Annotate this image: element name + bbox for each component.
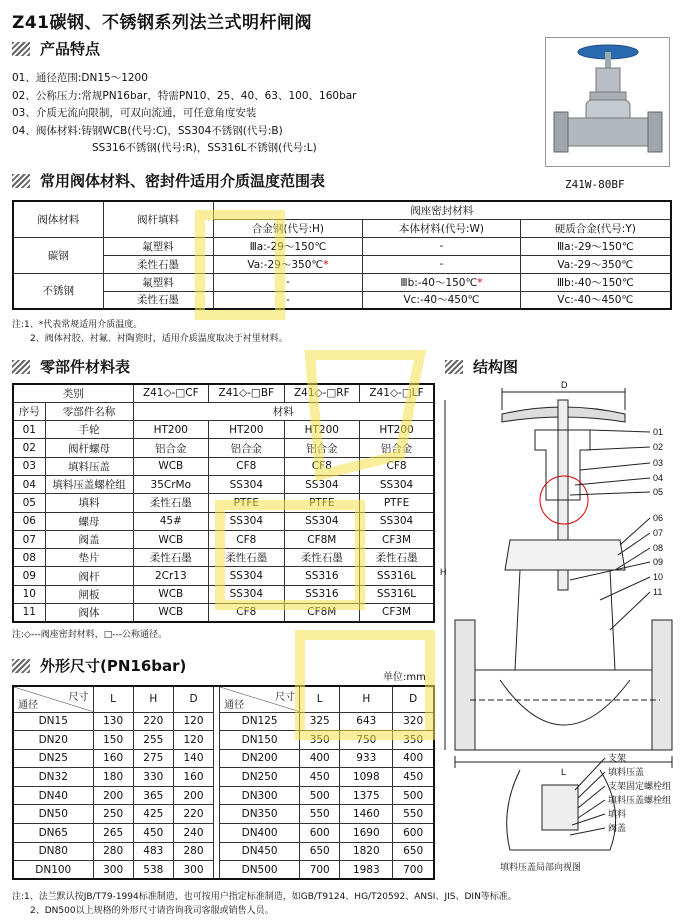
temp-cell: - xyxy=(213,273,363,291)
feature-item: 01、通径范围:DN15～1200 xyxy=(12,72,148,84)
range-notes xyxy=(12,318,288,346)
table-cell: 1375 xyxy=(340,786,393,805)
table-cell: DN15 xyxy=(13,712,93,731)
table-cell: 130 xyxy=(93,712,133,731)
table-cell: 600 xyxy=(393,824,434,843)
table-cell: 538 xyxy=(133,861,173,880)
table-cell: CF3M xyxy=(360,604,434,622)
callout: 11 xyxy=(653,587,663,597)
temp-cell: Ⅲa:-29～150℃ xyxy=(213,237,363,255)
table-row xyxy=(13,512,434,530)
temp-cell: - xyxy=(363,255,520,273)
dims-notes xyxy=(12,890,517,918)
parts-material-table xyxy=(12,383,435,623)
table-cell: 550 xyxy=(393,805,434,824)
table-cell: 650 xyxy=(393,842,434,861)
table-cell: PTFE xyxy=(209,494,284,512)
temp-cell xyxy=(363,273,520,291)
table-cell: 35CrMo xyxy=(133,475,209,493)
table-cell: 铝合金 xyxy=(133,439,209,457)
table-cell: 阀盖 xyxy=(45,530,133,548)
table-cell: 150 xyxy=(93,731,133,750)
table-cell: 填料压盖 xyxy=(45,457,133,475)
callout: 02 xyxy=(653,442,664,452)
table-cell: CF8M xyxy=(284,530,360,548)
table-cell: 10 xyxy=(13,585,45,603)
gate-valve-photo-icon xyxy=(546,38,669,166)
star-mark: * xyxy=(477,276,483,289)
table-cell: 柔性石墨 xyxy=(209,549,284,567)
table-cell: SS316L xyxy=(360,567,434,585)
header-size: 尺寸 xyxy=(68,692,89,703)
table-cell: 04 xyxy=(13,475,45,493)
table-cell: 140 xyxy=(173,749,213,768)
section-dims-heading xyxy=(12,655,186,676)
header-col: L xyxy=(93,686,133,712)
packing-cell: 氟塑料 xyxy=(103,237,213,255)
table-cell: CF8 xyxy=(209,604,284,622)
callout: 01 xyxy=(653,427,664,437)
temp-cell: Va:-29～350℃ xyxy=(520,255,671,273)
detail-label: 支架固定螺栓组 xyxy=(608,781,672,791)
table-row xyxy=(13,731,434,750)
header-diagonal-cell xyxy=(220,686,300,712)
table-cell: 160 xyxy=(173,768,213,787)
dimensions-table xyxy=(12,685,435,880)
table-cell: WCB xyxy=(133,604,209,622)
table-cell: 350 xyxy=(300,731,340,750)
table-cell: DN50 xyxy=(13,805,93,824)
callout: 09 xyxy=(653,557,664,567)
table-cell: DN200 xyxy=(220,749,300,768)
header-model: Z41◇-□LF xyxy=(360,384,434,402)
table-cell: 400 xyxy=(393,749,434,768)
table-cell: 275 xyxy=(133,749,173,768)
table-cell: 265 xyxy=(93,824,133,843)
table-cell: 325 xyxy=(300,712,340,731)
table-cell: DN80 xyxy=(13,842,93,861)
valve-structure-drawing xyxy=(440,370,680,890)
temp-cell: - xyxy=(213,291,363,309)
table-row xyxy=(13,494,434,512)
table-cell: 483 xyxy=(133,842,173,861)
table-cell: 220 xyxy=(133,712,173,731)
table-cell: DN32 xyxy=(13,768,93,787)
table-row xyxy=(13,824,434,843)
detail-label: 阀盖 xyxy=(608,823,627,833)
table-cell: DN125 xyxy=(220,712,300,731)
temp-value: Ⅲb:-40～150℃ xyxy=(400,276,478,289)
table-cell: 320 xyxy=(393,712,434,731)
table-cell: 铝合金 xyxy=(284,439,360,457)
table-cell: 阀体 xyxy=(45,604,133,622)
table-row xyxy=(13,786,434,805)
table-cell: HT200 xyxy=(209,421,284,439)
table-cell: 240 xyxy=(173,824,213,843)
table-cell: 2Cr13 xyxy=(133,567,209,585)
section-features-label: 产品特点 xyxy=(40,40,101,58)
table-row xyxy=(13,475,434,493)
header-dn: 通径 xyxy=(18,699,38,711)
table-cell: SS304 xyxy=(209,567,284,585)
table-cell: 600 xyxy=(300,824,340,843)
header-material: 材料 xyxy=(133,402,434,420)
feature-item: SS316不锈钢(代号:R)，SS316L不锈钢(代号:L) xyxy=(92,142,317,154)
callout: 05 xyxy=(653,487,664,497)
table-cell: 280 xyxy=(173,842,213,861)
header-seat-material: 阀座密封材料 xyxy=(213,201,671,219)
table-cell: CF8 xyxy=(209,530,284,548)
detail-label: 填料 xyxy=(608,809,627,819)
table-cell: 阀杆螺母 xyxy=(45,439,133,457)
header-col: D xyxy=(393,686,434,712)
temp-cell xyxy=(213,255,363,273)
table-cell: SS304 xyxy=(360,512,434,530)
section-marker-icon xyxy=(12,42,30,56)
packing-cell: 柔性石墨 xyxy=(103,255,213,273)
header-col: 合金钢(代号:H) xyxy=(213,219,363,237)
callout: 07 xyxy=(653,528,664,538)
table-cell: CF8 xyxy=(209,457,284,475)
table-cell: 700 xyxy=(300,861,340,880)
callout: 08 xyxy=(653,543,664,553)
table-cell: HT200 xyxy=(284,421,360,439)
feature-item: 02、公称压力:常规PN16bar，特需PN10、25、40、63、100、160bar xyxy=(12,89,357,102)
callout: 06 xyxy=(653,513,664,523)
table-cell: 铝合金 xyxy=(360,439,434,457)
table-row xyxy=(13,861,434,880)
table-row xyxy=(13,805,434,824)
table-cell: 06 xyxy=(13,512,45,530)
header-model: Z41◇-□RF xyxy=(284,384,360,402)
body-material-cell: 不锈钢 xyxy=(13,273,103,309)
section-marker-icon xyxy=(12,360,30,374)
table-cell: 填料压盖螺栓组 xyxy=(45,475,133,493)
table-cell: WCB xyxy=(133,457,209,475)
table-cell: 280 xyxy=(93,842,133,861)
table-cell: 02 xyxy=(13,439,45,457)
table-cell: CF8M xyxy=(284,604,360,622)
section-structure-label: 结构图 xyxy=(473,358,519,376)
table-cell: CF8 xyxy=(284,457,360,475)
table-cell: PTFE xyxy=(284,494,360,512)
table-cell: 933 xyxy=(340,749,393,768)
section-dims-label: 外形尺寸(PN16bar) xyxy=(40,657,187,675)
table-cell: DN150 xyxy=(220,731,300,750)
table-cell: DN500 xyxy=(220,861,300,880)
detail-label: 填料压盖 xyxy=(608,767,645,777)
temp-cell: Ⅲb:-40～150℃ xyxy=(520,273,671,291)
table-row xyxy=(13,421,434,439)
photo-caption: Z41W-80BF xyxy=(565,178,625,191)
table-cell: 08 xyxy=(13,549,45,567)
table-cell: 300 xyxy=(93,861,133,880)
table-cell: HT200 xyxy=(360,421,434,439)
table-cell: 11 xyxy=(13,604,45,622)
table-cell: 1820 xyxy=(340,842,393,861)
feature-item: 03、介质无流向限制，可双向流通，可任意角度安装 xyxy=(12,107,257,119)
table-cell: WCB xyxy=(133,585,209,603)
header-stem-packing: 阀杆填料 xyxy=(103,201,213,237)
table-cell: 1690 xyxy=(340,824,393,843)
product-photo xyxy=(545,37,670,167)
section-marker-icon xyxy=(12,174,30,188)
header-body-material: 阀体材料 xyxy=(13,201,103,237)
table-row xyxy=(13,842,434,861)
table-cell: DN40 xyxy=(13,786,93,805)
features-list xyxy=(12,70,357,158)
table-row xyxy=(13,439,434,457)
table-cell: 643 xyxy=(340,712,393,731)
table-cell: 垫片 xyxy=(45,549,133,567)
table-cell: 闸板 xyxy=(45,585,133,603)
table-cell: DN20 xyxy=(13,731,93,750)
table-cell: SS304 xyxy=(209,512,284,530)
header-col: 硬质合金(代号:Y) xyxy=(520,219,671,237)
table-cell: DN400 xyxy=(220,824,300,843)
table-cell: 填料 xyxy=(45,494,133,512)
detail-caption: 填料压盖局部向视图 xyxy=(500,862,582,872)
section-features-heading xyxy=(12,38,100,59)
table-cell: 425 xyxy=(133,805,173,824)
table-row xyxy=(13,768,434,787)
star-mark: * xyxy=(323,258,329,271)
table-cell: 200 xyxy=(173,786,213,805)
detail-label: 支架 xyxy=(608,753,627,763)
section-marker-icon xyxy=(12,659,30,673)
table-row xyxy=(13,530,434,548)
table-cell: WCB xyxy=(133,530,209,548)
table-cell: SS304 xyxy=(360,475,434,493)
temp-value: Va:-29～350℃ xyxy=(247,258,324,271)
table-row xyxy=(13,549,434,567)
table-cell: PTFE xyxy=(360,494,434,512)
section-range-heading xyxy=(12,170,325,191)
table-cell: SS316 xyxy=(284,567,360,585)
callout: 10 xyxy=(653,572,664,582)
table-cell: SS304 xyxy=(209,585,284,603)
table-cell: 07 xyxy=(13,530,45,548)
header-model: Z41◇-□BF xyxy=(209,384,284,402)
table-cell: DN100 xyxy=(13,861,93,880)
section-parts-label: 零部件材料表 xyxy=(40,358,131,376)
header-size: 尺寸 xyxy=(275,692,296,703)
table-cell: DN450 xyxy=(220,842,300,861)
table-row xyxy=(13,712,434,731)
table-cell: 450 xyxy=(300,768,340,787)
table-cell: DN25 xyxy=(13,749,93,768)
header-model: Z41◇-□CF xyxy=(133,384,209,402)
table-cell: 160 xyxy=(93,749,133,768)
header-dn: 通径 xyxy=(224,699,245,711)
table-cell: CF8 xyxy=(360,457,434,475)
table-cell: 05 xyxy=(13,494,45,512)
callout: 03 xyxy=(653,458,664,468)
table-cell: 螺母 xyxy=(45,512,133,530)
table-row xyxy=(13,749,434,768)
table-cell: 450 xyxy=(133,824,173,843)
table-row xyxy=(13,585,434,603)
dims-note: 2、DN500以上规格的外形尺寸请咨询我司客服或销售人员。 xyxy=(30,906,274,916)
detail-label: 填料压盖螺栓组 xyxy=(608,795,672,805)
table-cell: 01 xyxy=(13,421,45,439)
header-col: H xyxy=(133,686,173,712)
table-cell: 220 xyxy=(173,805,213,824)
table-cell: 200 xyxy=(93,786,133,805)
header-col: H xyxy=(340,686,393,712)
table-cell: 1098 xyxy=(340,768,393,787)
header-category: 类别 xyxy=(13,384,133,402)
table-cell: SS304 xyxy=(284,475,360,493)
table-cell: 柔性石墨 xyxy=(284,549,360,567)
table-cell: 120 xyxy=(173,712,213,731)
parts-note: 注:◇---阀座密封材料，□---公称通径。 xyxy=(12,630,167,640)
dim-l-label: L xyxy=(561,767,567,777)
table-cell: 365 xyxy=(133,786,173,805)
table-cell: 500 xyxy=(393,786,434,805)
table-cell: DN250 xyxy=(220,768,300,787)
table-cell: 阀杆 xyxy=(45,567,133,585)
table-row xyxy=(13,567,434,585)
table-cell: 手轮 xyxy=(45,421,133,439)
header-col: L xyxy=(300,686,340,712)
table-row xyxy=(13,604,434,622)
section-range-label: 常用阀体材料、密封件适用介质温度范围表 xyxy=(40,172,326,190)
temp-cell: - xyxy=(363,237,520,255)
table-cell: DN65 xyxy=(13,824,93,843)
unit-label: 单位:mm xyxy=(383,672,426,683)
table-cell: 255 xyxy=(133,731,173,750)
table-cell: 1983 xyxy=(340,861,393,880)
table-cell: 1460 xyxy=(340,805,393,824)
table-cell: SS304 xyxy=(284,512,360,530)
table-cell: 550 xyxy=(300,805,340,824)
body-material-cell: 碳钢 xyxy=(13,237,103,273)
header-part-name: 零部件名称 xyxy=(45,402,133,420)
packing-cell: 氟塑料 xyxy=(103,273,213,291)
temp-cell: Ⅲa:-29～150℃ xyxy=(520,237,671,255)
header-col: D xyxy=(173,686,213,712)
dim-d-label: D xyxy=(561,380,568,390)
table-cell: 09 xyxy=(13,567,45,585)
table-cell: 柔性石墨 xyxy=(133,494,209,512)
callout: 04 xyxy=(653,473,664,483)
section-parts-heading xyxy=(12,356,130,377)
material-range-table xyxy=(12,200,672,310)
range-note: 2、阀体衬胶、衬氟、衬陶瓷时，适用介质温度取决于衬里材料。 xyxy=(30,334,288,344)
packing-cell: 柔性石墨 xyxy=(103,291,213,309)
table-cell: 120 xyxy=(173,731,213,750)
feature-item: 04、阀体材料:铸钢WCB(代号:C)，SS304不锈钢(代号:B) xyxy=(12,124,283,137)
range-note: 注:1、*代表常规适用介质温度。 xyxy=(12,320,143,330)
table-cell: 450 xyxy=(393,768,434,787)
table-cell: 180 xyxy=(93,768,133,787)
dim-h-label: H xyxy=(440,567,447,577)
table-cell: 250 xyxy=(93,805,133,824)
page-title: Z41碳钢、不锈钢系列法兰式明杆闸阀 xyxy=(12,13,312,33)
temp-cell: Vc:-40～450℃ xyxy=(363,291,520,309)
table-cell: 400 xyxy=(300,749,340,768)
table-cell: 45# xyxy=(133,512,209,530)
table-cell: 铝合金 xyxy=(209,439,284,457)
table-cell: 350 xyxy=(393,731,434,750)
table-cell: 700 xyxy=(393,861,434,880)
table-cell: SS316L xyxy=(360,585,434,603)
table-cell: 500 xyxy=(300,786,340,805)
header-col: 本体材料(代号:W) xyxy=(363,219,520,237)
table-cell: 柔性石墨 xyxy=(360,549,434,567)
table-cell: 650 xyxy=(300,842,340,861)
table-cell: 柔性石墨 xyxy=(133,549,209,567)
temp-cell: Vc:-40～450℃ xyxy=(520,291,671,309)
table-cell: DN300 xyxy=(220,786,300,805)
table-cell: DN350 xyxy=(220,805,300,824)
header-no: 序号 xyxy=(13,402,45,420)
dims-note: 注:1、法兰默认按JB/T79-1994标准制造，也可按用户指定标准制造，如GB/T9124、HG/T20592、ANSI、JIS、DIN等标准。 xyxy=(12,892,517,902)
table-cell: HT200 xyxy=(133,421,209,439)
header-diagonal-cell xyxy=(13,686,93,712)
table-cell: 03 xyxy=(13,457,45,475)
table-cell: SS316 xyxy=(284,585,360,603)
table-cell: 750 xyxy=(340,731,393,750)
table-cell: SS304 xyxy=(209,475,284,493)
table-cell: 330 xyxy=(133,768,173,787)
table-cell: 300 xyxy=(173,861,213,880)
table-row xyxy=(13,457,434,475)
table-cell: CF3M xyxy=(360,530,434,548)
